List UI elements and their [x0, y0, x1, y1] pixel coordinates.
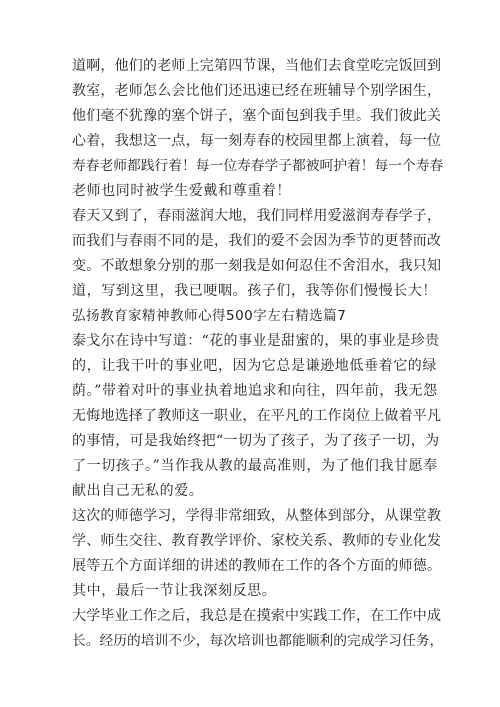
text-line: 心着，我想这一点，每一刻寿春的校园里都上演着，每一位	[72, 133, 442, 149]
section-heading: 弘扬教育家精神教师心得500字左右精选篇7	[72, 308, 347, 324]
text-line: 教室，老师怎么会比他们还迅速已经在班辅导个别学困生，	[72, 83, 442, 99]
text-line: 老师也同时被学生爱戴和尊重着！	[72, 183, 291, 199]
text-line: 其中，最后一节让我深刻反思。	[72, 583, 277, 599]
text-line: 寿春老师都践行着！每一位寿春学子都被呵护着！每一个寿春	[72, 158, 444, 174]
text-line: 这次的师德学习，学得非常细致，从整体到部分，从课堂教	[72, 508, 442, 524]
text-line: 道啊，他们的老师上完第四节课，当他们去食堂吃完饭回到	[72, 58, 442, 74]
text-line: 春天又到了，春雨滋润大地，我们同样用爱滋润寿春学子，	[72, 208, 442, 224]
text-line: 无悔地选择了教师这一职业，在平凡的工作岗位上做着平凡	[72, 408, 442, 424]
text-line: 的事情，可是我始终把“一切为了孩子，为了孩子一切，为	[72, 433, 440, 449]
text-line: 长。经历的培训不少，每次培训也都能顺利的完成学习任务，	[72, 633, 444, 649]
text-line: 变。不敢想象分别的那一刻我是如何忍住不舍泪水，我只知	[72, 258, 442, 274]
text-line: 的，让我干叶的事业吧，因为它总是谦逊地低垂着它的绿	[72, 358, 437, 374]
text-line: 大学毕业工作之后，我总是在摸索中实践工作，在工作中成	[72, 608, 442, 624]
text-line: 而我们与春雨不同的是，我们的爱不会因为季节的更替而改	[72, 233, 442, 249]
text-line: 展等五个方面详细的讲述的教师在工作的各个方面的师德。	[72, 558, 442, 574]
text-line: 学、师生交往、教育教学评价、家校关系、教师的专业化发	[72, 533, 442, 549]
text-line: 泰戈尔在诗中写道：“花的事业是甜蜜的，果的事业是珍贵	[72, 333, 440, 349]
text-line: 了一切孩子。”当作我从教的最高准则，为了他们我甘愿奉	[72, 458, 438, 474]
text-line: 献出自己无私的爱。	[72, 483, 204, 499]
text-line: 荫。”带着对叶的事业执着地追求和向往，四年前，我无怨	[72, 383, 438, 399]
text-line: 他们毫不犹豫的塞个饼子，塞个面包到我手里。我们彼此关	[72, 108, 442, 124]
text-line: 道，写到这里，我已哽咽。孩子们，我等你们慢慢长大！	[72, 283, 437, 299]
